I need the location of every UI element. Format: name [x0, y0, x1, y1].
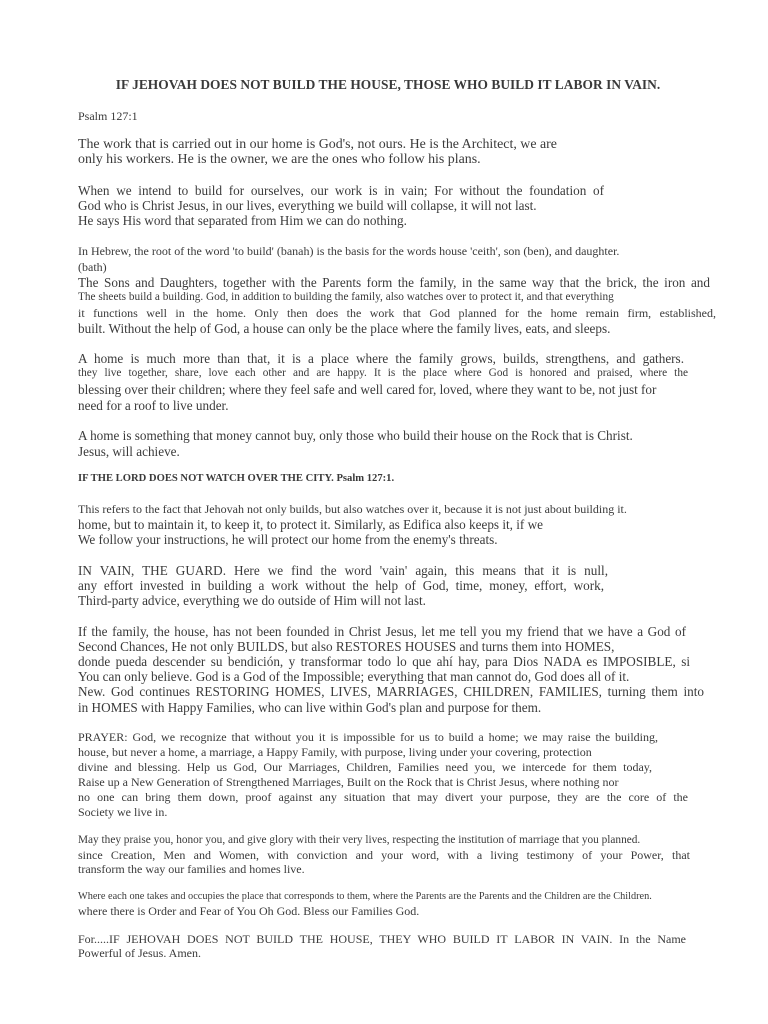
paragraph-line: built. Without the help of God, a house can only be the place where the family lives, eats, and sleeps.	[78, 321, 611, 336]
paragraph-line: blessing over their children; where they feel safe and well cared for, loved, where they want to be, not just for	[78, 382, 657, 397]
paragraph-line: need for a roof to live under.	[78, 398, 229, 413]
paragraph-line: When we intend to build for ourselves, our work is in vain; For without the foundation of	[78, 183, 604, 198]
prayer-line: no one can bring them down, proof against any situation that may divert your purpose, they are the core of the	[78, 790, 688, 804]
paragraph-line: since Creation, Men and Women, with conviction and your word, with a living testimony of your Power, that	[78, 848, 690, 862]
prayer-line: divine and blessing. Help us God, Our Marriages, Children, Families need you, we intercede for them today,	[78, 760, 652, 774]
paragraph-line: He says His word that separated from Him we can do nothing.	[78, 213, 407, 228]
prayer-line: Raise up a New Generation of Strengthened Marriages, Built on the Rock that is Christ Jesus, where nothing nor	[78, 775, 619, 789]
paragraph-line: In Hebrew, the root of the word 'to build' (banah) is the basis for the words house 'ceith', son (ben), and daughter.	[78, 244, 620, 258]
prayer-line: Society we live in.	[78, 805, 168, 819]
paragraph-line: We follow your instructions, he will protect our home from the enemy's threats.	[78, 532, 498, 547]
scripture-reference: Psalm 127:1	[78, 109, 138, 123]
paragraph-line: God who is Christ Jesus, in our lives, everything we build will collapse, it will not last.	[78, 198, 537, 213]
paragraph-line: home, but to maintain it, to keep it, to protect it. Similarly, as Edifica also keeps it, if we	[78, 517, 544, 532]
paragraph-line: in HOMES with Happy Families, who can live within God's plan and purpose for them.	[78, 700, 542, 715]
paragraph-line: where there is Order and Fear of You Oh God. Bless our Families God.	[78, 904, 420, 918]
paragraph-line: The Sons and Daughters, together with the Parents form the family, in the same way that the brick, the iron and	[78, 275, 710, 290]
paragraph-line: The work that is carried out in our home is God's, not ours. He is the Architect, we are	[78, 137, 557, 152]
paragraph-line: Jesus, will achieve.	[78, 444, 180, 459]
closing-line: Powerful of Jesus. Amen.	[78, 946, 201, 960]
paragraph-line: This refers to the fact that Jehovah not only builds, but also watches over it, because it is not just about building it.	[78, 502, 627, 516]
section-heading: IF THE LORD DOES NOT WATCH OVER THE CITY. Psalm 127:1.	[78, 473, 395, 484]
paragraph-line: (bath)	[78, 260, 107, 274]
prayer-line: PRAYER: God, we recognize that without you it is impossible for us to build a home; we may raise the building,	[78, 730, 658, 744]
paragraph-line: A home is much more than that, it is a place where the family grows, builds, strengthens, and gathers.	[78, 351, 684, 366]
paragraph-line: IN VAIN, THE GUARD. Here we find the word 'vain' again, this means that it is null,	[78, 563, 608, 578]
document-title: IF JEHOVAH DOES NOT BUILD THE HOUSE, THOSE WHO BUILD IT LABOR IN VAIN.	[115, 77, 661, 92]
paragraph-line: it functions well in the home. Only then does the work that God planned for the home remain firm, established,	[78, 306, 716, 320]
closing-line: For.....IF JEHOVAH DOES NOT BUILD THE HOUSE, THEY WHO BUILD IT LABOR IN VAIN. In the Name	[78, 932, 686, 946]
paragraph-line: they live together, share, love each other and are happy. It is the place where God is honored and praised, where the	[78, 367, 688, 379]
paragraph-line: Third-party advice, everything we do outside of Him will not last.	[78, 593, 426, 608]
paragraph-line: Second Chances, He not only BUILDS, but also RESTORES HOUSES and turns them into HOMES,	[78, 639, 615, 654]
paragraph-line: any effort invested in building a work without the help of God, time, money, effort, work,	[78, 578, 604, 593]
paragraph-line: The sheets build a building. God, in addition to building the family, also watches over to protect it, and that everything	[78, 291, 614, 303]
paragraph-line: New. God continues RESTORING HOMES, LIVES, MARRIAGES, CHILDREN, FAMILIES, turning them into	[78, 684, 704, 699]
paragraph-line: transform the way our families and homes live.	[78, 862, 305, 876]
prayer-line: house, but never a home, a marriage, a Happy Family, with purpose, living under your covering, protection	[78, 745, 592, 759]
paragraph-line: If the family, the house, has not been founded in Christ Jesus, let me tell you my friend that we have a God of	[78, 624, 686, 639]
paragraph-line: A home is something that money cannot buy, only those who build their house on the Rock that is Christ.	[78, 428, 633, 443]
paragraph-line: You can only believe. God is a God of the Impossible; everything that man cannot do, God does all of it.	[78, 669, 630, 684]
paragraph-line: donde pueda descender su bendición, y transformar todo lo que ahí hay, para Dios NADA es IMPOSIBLE, si	[78, 654, 690, 669]
paragraph-line: May they praise you, honor you, and give glory with their very lives, respecting the institution of marriage that you planned.	[78, 834, 641, 846]
paragraph-line: Where each one takes and occupies the place that corresponds to them, where the Parents are the Parents and the Children are the Children.	[78, 891, 652, 902]
paragraph-line: only his workers. He is the owner, we are the ones who follow his plans.	[78, 152, 481, 167]
